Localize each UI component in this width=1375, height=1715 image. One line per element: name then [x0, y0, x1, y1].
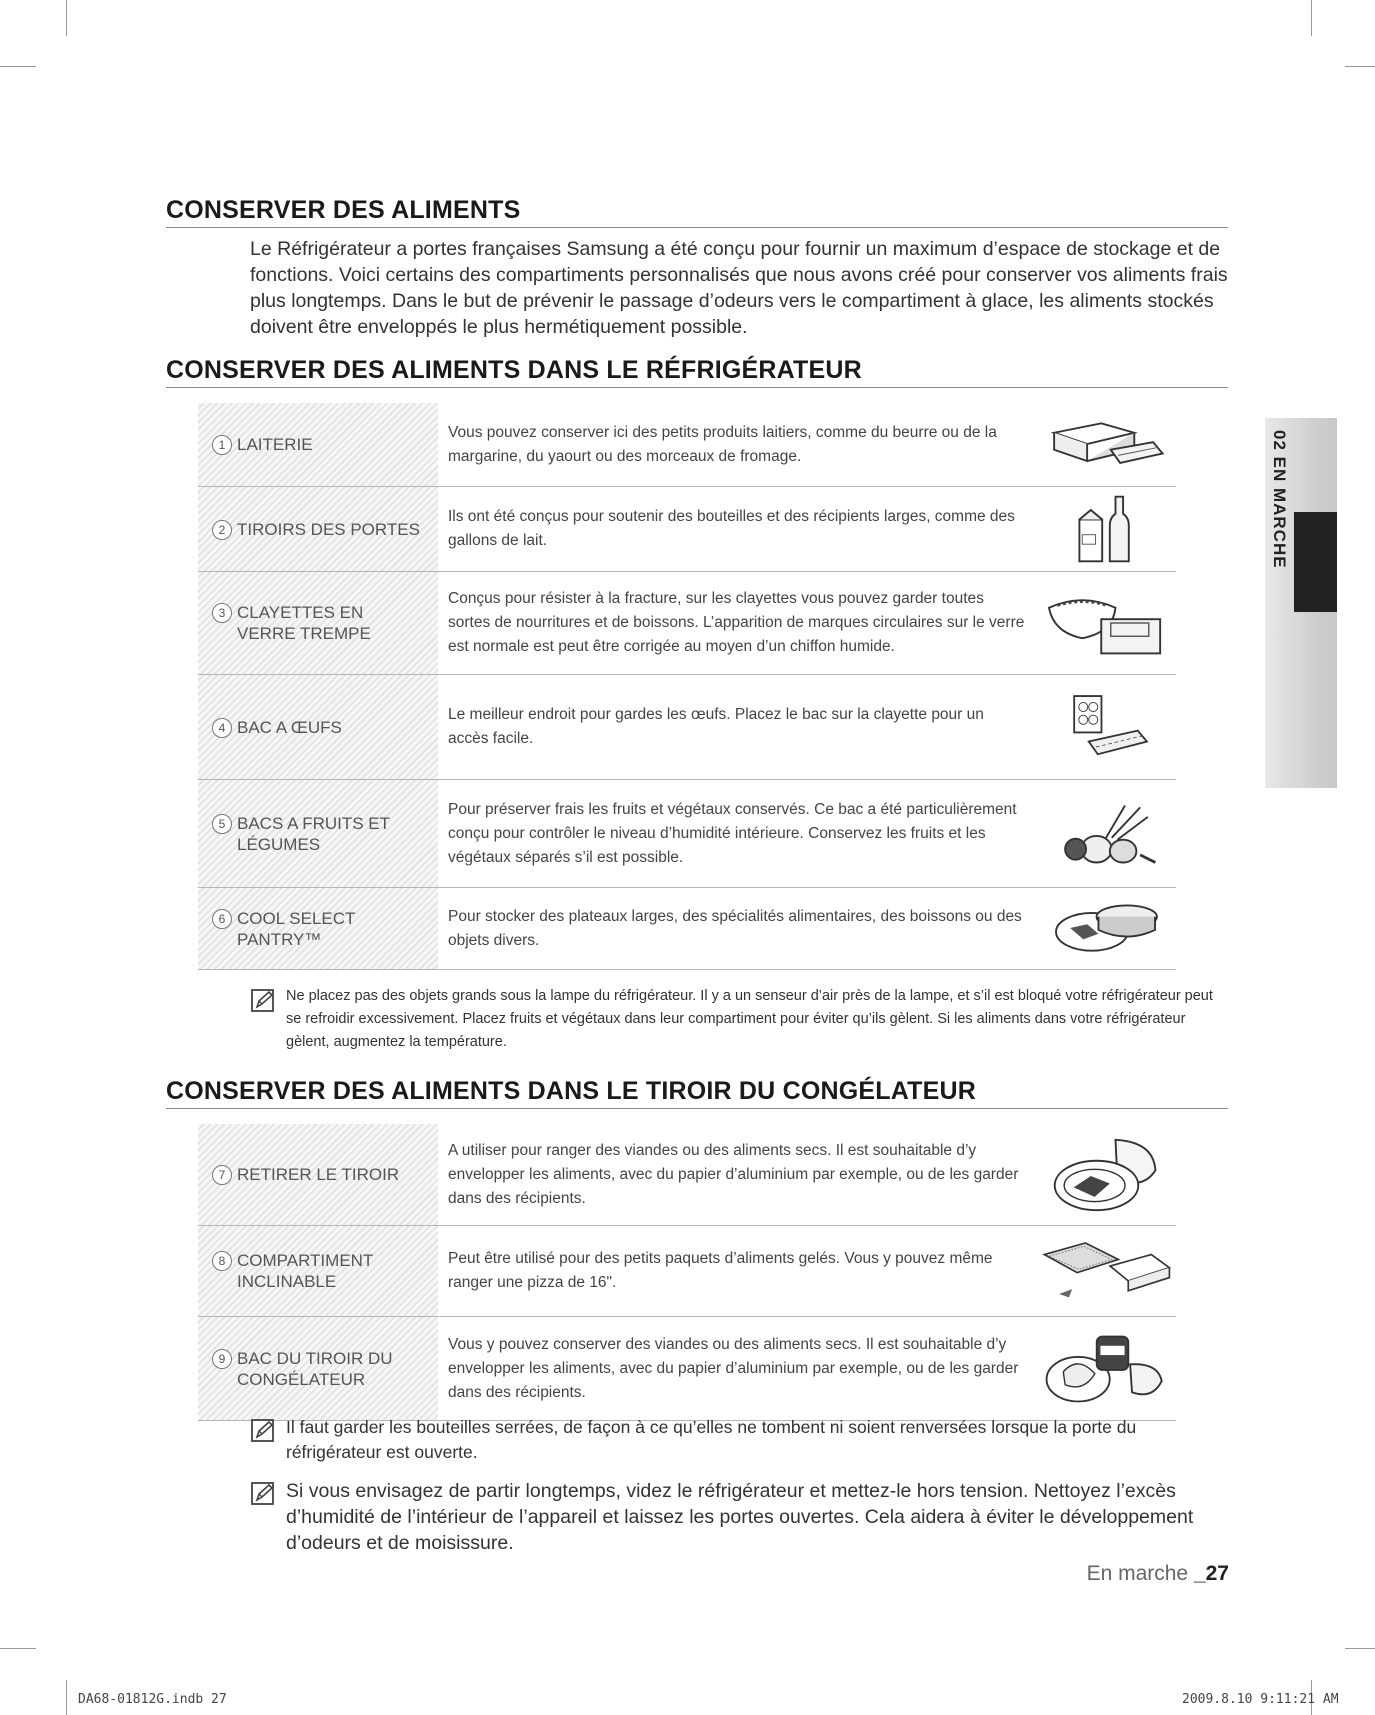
- compartment-name: LAITERIE: [237, 435, 313, 454]
- compartment-description: Conçus pour résister à la fracture, sur les clayettes vous pouvez garder toutes sortes de nourritures et de boissons. L’apparition de marques circulaires sur le verre est normale est peut être corrigée au moyen d’un chiffon humide.: [448, 590, 1025, 655]
- compartment-number: 5: [212, 814, 232, 834]
- crop-mark: [0, 1648, 36, 1649]
- compartment-label: [198, 1317, 438, 1420]
- compartment-label-inner: [212, 1250, 424, 1292]
- compartment-number: 4: [212, 718, 232, 738]
- freezer-table: [198, 1124, 1176, 1421]
- compartment-row: [198, 780, 1176, 888]
- compartment-row: [198, 1317, 1176, 1421]
- compartment-label: [198, 780, 438, 887]
- intro-paragraph: Le Réfrigérateur a portes françaises Samsung a été conçu pour fournir un maximum d’espace de stockage et de fonctions. Voici certains des compartiments personnalisés que nous avons créé pour conserver vos aliments frais plus longtemps. Dans le but de prévenir le passage d’odeurs vers le compartiment à glace, les aliments stockés doivent être enveloppés le plus hermétiquement possible.: [250, 238, 1228, 338]
- wrapped-meat-icon: [1036, 1124, 1176, 1225]
- compartment-number: 1: [212, 435, 232, 455]
- compartment-row: [198, 675, 1176, 780]
- compartment-row: [198, 403, 1176, 487]
- fridge-note-text: Ne placez pas des objets grands sous la lampe du réfrigérateur. Il y a un senseur d’air près de la lampe, et s’il est bloqué votre réfrigérateur peut se refroidir excessivement. Placez fruits et végétaux dans leur compartiment pour éviter qu’ils gèlent. Si les aliments dans votre réfrigérateur gèlent, augmentez la température.: [286, 988, 1213, 1050]
- compartment-label-inner: [212, 813, 424, 855]
- compartment-label: [198, 487, 438, 571]
- section-title: CONSERVER DES ALIMENTS DANS LE RÉFRIGÉRATEUR: [166, 356, 1228, 388]
- footer-label: En marche: [1086, 1562, 1194, 1585]
- compartment-label-inner: [212, 519, 420, 540]
- compartment-number: 8: [212, 1251, 232, 1271]
- compartment-name: BACS A FRUITS ET LÉGUMES: [237, 813, 390, 854]
- compartment-label: [198, 1124, 438, 1225]
- print-timestamp: 2009.8.10 9:11:21 AM: [1182, 1692, 1339, 1707]
- compartment-label: [198, 572, 438, 674]
- compartment-row: [198, 1226, 1176, 1317]
- compartment-row: [198, 1124, 1176, 1226]
- crop-mark: [0, 66, 36, 67]
- fridge-table: [198, 403, 1176, 970]
- compartment-label: [198, 1226, 438, 1316]
- compartment-name: RETIRER LE TIROIR: [237, 1165, 400, 1184]
- section-title: CONSERVER DES ALIMENTS DANS LE TIROIR DU CONGÉLATEUR: [166, 1077, 1228, 1109]
- note-1: [250, 1415, 1230, 1465]
- compartment-label-inner: [212, 602, 424, 644]
- fridge-note: [250, 985, 1230, 1054]
- crop-mark: [66, 0, 67, 36]
- compartment-name: BAC DU TIROIR DU CONGÉLATEUR: [237, 1348, 393, 1389]
- compartment-row: [198, 888, 1176, 970]
- note-2-text: Si vous envisagez de partir longtemps, videz le réfrigérateur et mettez-le hors tension. Nettoyez l’excès d’humidité de l’intérieur de l’appareil et laissez les portes ouvertes. Cela aidera à éviter le développement d’odeurs et de moisissure.: [286, 1480, 1194, 1554]
- compartment-name: BAC A ŒUFS: [237, 717, 342, 737]
- note-1-text: Il faut garder les bouteilles serrées, de façon à ce qu’elles ne tombent ni soient renversées lorsque la porte du réfrigérateur est ouverte.: [286, 1417, 1137, 1462]
- compartment-name: COMPARTIMENT INCLINABLE: [237, 1251, 374, 1291]
- compartment-label: [198, 675, 438, 779]
- crop-mark: [1311, 0, 1312, 36]
- compartment-name: CLAYETTES EN VERRE TREMPE: [237, 603, 371, 643]
- compartment-label-inner: [212, 434, 313, 455]
- crop-mark: [1345, 1648, 1375, 1649]
- side-tab-label: 02 EN MARCHE: [1270, 430, 1289, 569]
- crop-mark: [1345, 66, 1375, 67]
- compartment-number: 2: [212, 520, 232, 540]
- compartment-description: Pour stocker des plateaux larges, des spécialités alimentaires, des boissons ou des objets divers.: [448, 907, 1022, 949]
- compartment-number: 3: [212, 603, 232, 623]
- side-tab-marker: [1294, 512, 1337, 612]
- note-icon: [250, 1417, 276, 1443]
- vegetables-icon: [1036, 780, 1176, 887]
- compartment-description: Le meilleur endroit pour gardes les œufs. Placez le bac sur la clayette pour un accès facile.: [448, 706, 984, 747]
- compartment-description: Vous y pouvez conserver des viandes ou des aliments secs. Il est souhaitable d’y envelopper les aliments, avec du papier d’aluminium par exemple, ou de les garder dans des récipients.: [448, 1335, 1019, 1401]
- compartment-row: [198, 487, 1176, 572]
- compartment-name: COOL SELECT PANTRY™: [237, 908, 356, 949]
- section-title: CONSERVER DES ALIMENTS: [166, 196, 1228, 228]
- butter-dish-icon: [1036, 403, 1176, 486]
- egg-tray-icon: [1036, 675, 1176, 779]
- compartment-number: 6: [212, 909, 232, 929]
- compartment-name: TIROIRS DES PORTES: [237, 519, 420, 539]
- compartment-number: 7: [212, 1165, 232, 1185]
- bottles-icon: [1036, 487, 1176, 571]
- page-footer: [1087, 1562, 1229, 1586]
- compartment-label: [198, 888, 438, 969]
- compartment-description: Vous pouvez conserver ici des petits produits laitiers, comme du beurre ou de la margarine, du yaourt ou des morceaux de fromage.: [448, 423, 997, 465]
- compartment-description: A utiliser pour ranger des viandes ou des aliments secs. Il est souhaitable d’y envelopper les aliments, avec du papier d’aluminium par exemple, ou de les garder dans des récipients.: [448, 1141, 1019, 1207]
- crop-mark: [66, 1680, 67, 1715]
- compartment-description: Peut être utilisé pour des petits paquets d’aliments gelés. Vous y pouvez même ranger une pizza de 16".: [448, 1250, 993, 1291]
- compartment-label-inner: [212, 908, 424, 950]
- frozen-food-icon: [1036, 1317, 1176, 1420]
- compartment-number: 9: [212, 1349, 232, 1369]
- print-file-info: DA68-01812G.indb 27: [78, 1692, 227, 1707]
- compartment-description: Ils ont été conçus pour soutenir des bouteilles et des récipients larges, comme des gallons de lait.: [448, 508, 1015, 549]
- note-2: [250, 1478, 1230, 1556]
- platter-icon: [1036, 888, 1176, 969]
- compartment-label-inner: [212, 1164, 399, 1185]
- compartment-description: Pour préserver frais les fruits et végétaux conservés. Ce bac a été particulièrement conçu pour contrôler le niveau d’humidité intérieure. Conservez les fruits et les végétaux séparés s’il est possible.: [448, 800, 1017, 866]
- compartment-row: [198, 572, 1176, 675]
- compartment-label-inner: [212, 717, 342, 738]
- page-number: _27: [1193, 1562, 1229, 1585]
- food-containers-icon: [1036, 572, 1176, 674]
- compartment-label: [198, 403, 438, 486]
- note-icon: [250, 987, 276, 1013]
- note-icon: [250, 1480, 276, 1506]
- pizza-box-icon: [1036, 1226, 1176, 1316]
- compartment-label-inner: [212, 1348, 424, 1390]
